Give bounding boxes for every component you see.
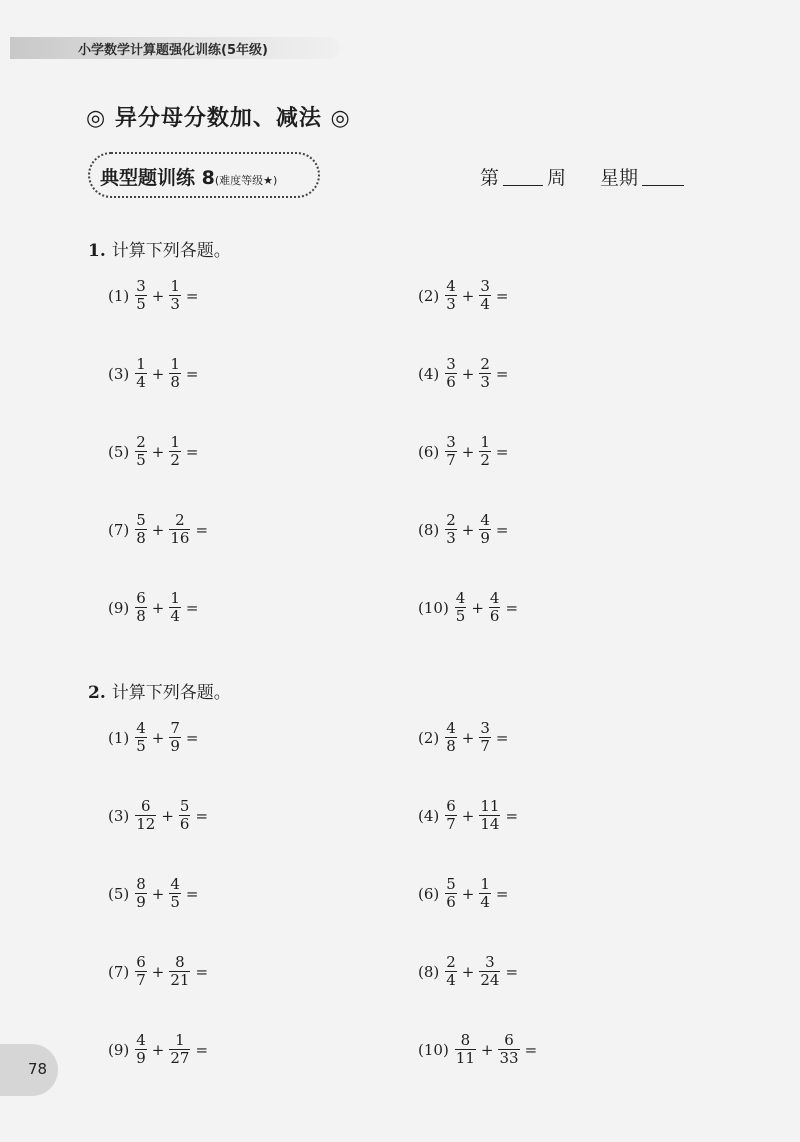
denominator: 27 (170, 1049, 190, 1067)
plus-sign: + (151, 286, 165, 305)
plus-sign: + (151, 442, 165, 461)
fraction-first (135, 590, 147, 625)
denominator: 7 (480, 737, 490, 755)
book-title: 小学数学计算题强化训练(5年级) (78, 43, 268, 58)
fraction-second (479, 798, 500, 833)
fraction-second (169, 720, 181, 755)
denominator: 6 (446, 893, 456, 911)
problem-label: (6) (418, 442, 440, 461)
denominator: 33 (499, 1049, 519, 1067)
problem-item (108, 356, 202, 391)
problem-label: (10) (418, 1040, 449, 1059)
fraction-first (135, 356, 147, 391)
denominator: 14 (480, 815, 500, 833)
problem-item (108, 278, 202, 313)
week-label: 第 (480, 167, 500, 189)
numerator: 3 (446, 433, 456, 451)
fraction-second (498, 1032, 519, 1067)
denominator: 5 (170, 893, 180, 911)
numerator: 3 (485, 953, 495, 971)
plus-sign: + (461, 806, 475, 825)
equals-sign: = (505, 806, 519, 825)
numerator: 3 (136, 277, 146, 295)
equals-sign: = (185, 598, 199, 617)
page-number: 78 (28, 1060, 48, 1078)
plus-sign: + (161, 806, 174, 825)
denominator: 8 (136, 529, 146, 547)
fraction-first (135, 1032, 147, 1067)
problem-label: (6) (418, 884, 440, 903)
denominator: 4 (446, 971, 456, 989)
numerator: 1 (170, 355, 180, 373)
numerator: 6 (136, 589, 146, 607)
numerator: 8 (460, 1031, 471, 1049)
numerator: 11 (480, 797, 500, 815)
fraction-second (479, 954, 500, 989)
fraction-second (169, 512, 190, 547)
fraction-first (135, 798, 156, 833)
denominator: 9 (136, 1049, 146, 1067)
numerator: 1 (175, 1031, 185, 1049)
numerator: 2 (136, 433, 146, 451)
equals-sign: = (495, 364, 509, 383)
fraction-first (135, 876, 147, 911)
fraction-second (479, 356, 491, 391)
numerator: 6 (141, 797, 151, 815)
problem-item (418, 590, 521, 625)
equals-sign: = (505, 962, 519, 981)
fraction-second (479, 512, 491, 547)
numerator: 5 (446, 875, 456, 893)
denominator: 4 (136, 373, 146, 391)
denominator: 4 (170, 607, 180, 625)
fraction-second (169, 1032, 190, 1067)
plus-sign: + (151, 598, 165, 617)
week-suffix: 周 (547, 167, 567, 189)
denominator: 3 (446, 529, 456, 547)
denominator: 21 (170, 971, 190, 989)
problem-item (108, 954, 211, 989)
training-title-text: 典型题训练 8 (100, 167, 215, 189)
denominator: 9 (480, 529, 490, 547)
fraction-second (179, 798, 191, 833)
numerator: 3 (480, 277, 490, 295)
problem-label: (4) (418, 806, 440, 825)
problem-label: (1) (108, 728, 130, 747)
training-title (100, 163, 277, 190)
problem-item (418, 356, 512, 391)
plus-sign: + (461, 728, 475, 747)
denominator: 3 (170, 295, 180, 313)
problem-label: (3) (108, 806, 130, 825)
problem-item (418, 720, 512, 755)
denominator: 5 (136, 295, 146, 313)
page-number-tab (0, 1044, 58, 1096)
plus-sign: + (151, 728, 165, 747)
problem-item (108, 798, 211, 833)
plus-sign: + (461, 286, 475, 305)
plus-sign: + (461, 884, 475, 903)
numerator: 5 (136, 511, 146, 529)
numerator: 2 (446, 953, 456, 971)
day-label: 星期 (600, 167, 639, 189)
fraction-second (169, 356, 181, 391)
plus-sign: + (461, 364, 475, 383)
numerator: 1 (480, 433, 490, 451)
equals-sign: = (495, 520, 509, 539)
numerator: 4 (455, 589, 466, 607)
equals-sign: = (495, 286, 509, 305)
problem-label: (7) (108, 962, 130, 981)
fraction-second (169, 434, 181, 469)
problem-label: (8) (418, 520, 440, 539)
fraction-first (445, 278, 457, 313)
plus-sign: + (471, 598, 484, 617)
numerator: 7 (170, 719, 180, 737)
numerator: 4 (136, 719, 146, 737)
section-title: ◎ 异分母分数加、减法 ◎ (86, 106, 351, 131)
denominator: 12 (136, 815, 156, 833)
fraction-first (445, 512, 457, 547)
fraction-first (445, 720, 457, 755)
equals-sign: = (495, 442, 509, 461)
fraction-second (169, 278, 181, 313)
denominator: 5 (136, 737, 146, 755)
denominator: 6 (179, 815, 190, 833)
denominator: 5 (455, 607, 466, 625)
difficulty-label: (难度等级★) (214, 174, 278, 187)
denominator: 7 (446, 815, 456, 833)
denominator: 8 (446, 737, 456, 755)
numerator: 4 (480, 511, 490, 529)
numerator: 3 (446, 355, 456, 373)
plus-sign: + (461, 520, 475, 539)
problem-item (108, 434, 202, 469)
denominator: 9 (136, 893, 146, 911)
day-blank[interactable] (642, 184, 684, 186)
denominator: 24 (480, 971, 500, 989)
numerator: 4 (136, 1031, 146, 1049)
fraction-second (169, 876, 181, 911)
problem-item (418, 278, 512, 313)
question-number: 1. (88, 241, 106, 261)
question-instruction: 计算下列各题。 (111, 683, 231, 703)
fraction-second (479, 434, 491, 469)
numerator: 2 (175, 511, 185, 529)
plus-sign: + (151, 962, 165, 981)
problem-item (418, 798, 521, 833)
equals-sign: = (185, 364, 199, 383)
denominator: 7 (446, 451, 456, 469)
problem-item (418, 876, 512, 911)
fraction-first (445, 356, 457, 391)
fraction-second (169, 954, 190, 989)
equals-sign: = (195, 1040, 209, 1059)
problem-item (108, 876, 202, 911)
numerator: 4 (446, 719, 456, 737)
plus-sign: + (151, 884, 165, 903)
numerator: 6 (446, 797, 456, 815)
question-instruction: 计算下列各题。 (111, 241, 231, 261)
plus-sign: + (461, 442, 475, 461)
fraction-first (445, 954, 457, 989)
equals-sign: = (505, 598, 519, 617)
denominator: 4 (480, 893, 490, 911)
equals-sign: = (185, 728, 199, 747)
denominator: 3 (446, 295, 456, 313)
denominator: 11 (455, 1049, 475, 1067)
problem-label: (4) (418, 364, 440, 383)
problem-label: (1) (108, 286, 130, 305)
equals-sign: = (185, 442, 199, 461)
problem-item (418, 512, 512, 547)
question-number: 2. (88, 683, 106, 703)
problem-label: (2) (418, 286, 440, 305)
question-heading (88, 678, 231, 703)
numerator: 3 (480, 719, 490, 737)
numerator: 1 (170, 433, 180, 451)
equals-sign: = (195, 520, 209, 539)
schedule-line (480, 163, 688, 190)
denominator: 8 (136, 607, 146, 625)
numerator: 8 (175, 953, 185, 971)
fraction-first (135, 434, 147, 469)
denominator: 4 (480, 295, 490, 313)
denominator: 16 (170, 529, 190, 547)
numerator: 2 (446, 511, 456, 529)
fraction-first (445, 876, 457, 911)
numerator: 1 (480, 875, 490, 893)
problem-item (108, 590, 202, 625)
numerator: 6 (136, 953, 146, 971)
problem-item (108, 720, 202, 755)
fraction-second (489, 590, 501, 625)
denominator: 7 (136, 971, 146, 989)
fraction-first (445, 798, 457, 833)
problem-label: (9) (108, 598, 130, 617)
plus-sign: + (461, 962, 475, 981)
denominator: 3 (480, 373, 490, 391)
equals-sign: = (195, 806, 209, 825)
fraction-second (479, 720, 491, 755)
problem-item (418, 1032, 540, 1067)
question-heading (88, 236, 231, 261)
problem-item (418, 434, 512, 469)
fraction-first (135, 954, 147, 989)
week-blank[interactable] (503, 184, 543, 186)
problem-label: (7) (108, 520, 130, 539)
fraction-first (135, 278, 147, 313)
denominator: 6 (489, 607, 500, 625)
numerator: 4 (170, 875, 180, 893)
denominator: 6 (446, 373, 456, 391)
fraction-second (479, 278, 491, 313)
plus-sign: + (151, 520, 165, 539)
fraction-first (455, 1032, 476, 1067)
problem-label: (3) (108, 364, 130, 383)
fraction-second (169, 590, 181, 625)
plus-sign: + (480, 1040, 494, 1059)
fraction-first (135, 720, 147, 755)
numerator: 4 (446, 277, 456, 295)
numerator: 4 (489, 589, 500, 607)
problem-label: (10) (418, 598, 449, 617)
equals-sign: = (524, 1040, 538, 1059)
problem-label: (5) (108, 884, 130, 903)
equals-sign: = (195, 962, 209, 981)
problem-label: (8) (418, 962, 440, 981)
equals-sign: = (495, 728, 509, 747)
plus-sign: + (151, 1040, 165, 1059)
fraction-second (479, 876, 491, 911)
fraction-first (135, 512, 147, 547)
equals-sign: = (185, 286, 199, 305)
problem-label: (2) (418, 728, 440, 747)
numerator: 1 (170, 277, 180, 295)
equals-sign: = (495, 884, 509, 903)
denominator: 2 (480, 451, 490, 469)
denominator: 5 (136, 451, 146, 469)
problem-item (108, 512, 211, 547)
problem-label: (5) (108, 442, 130, 461)
denominator: 2 (170, 451, 180, 469)
equals-sign: = (185, 884, 199, 903)
problem-item (108, 1032, 211, 1067)
denominator: 8 (170, 373, 180, 391)
numerator: 6 (504, 1031, 514, 1049)
numerator: 8 (136, 875, 146, 893)
fraction-first (455, 590, 467, 625)
fraction-first (445, 434, 457, 469)
numerator: 2 (480, 355, 490, 373)
denominator: 9 (170, 737, 180, 755)
numerator: 1 (136, 355, 146, 373)
problem-label: (9) (108, 1040, 130, 1059)
problem-item (418, 954, 521, 989)
plus-sign: + (151, 364, 165, 383)
numerator: 5 (179, 797, 190, 815)
numerator: 1 (170, 589, 180, 607)
